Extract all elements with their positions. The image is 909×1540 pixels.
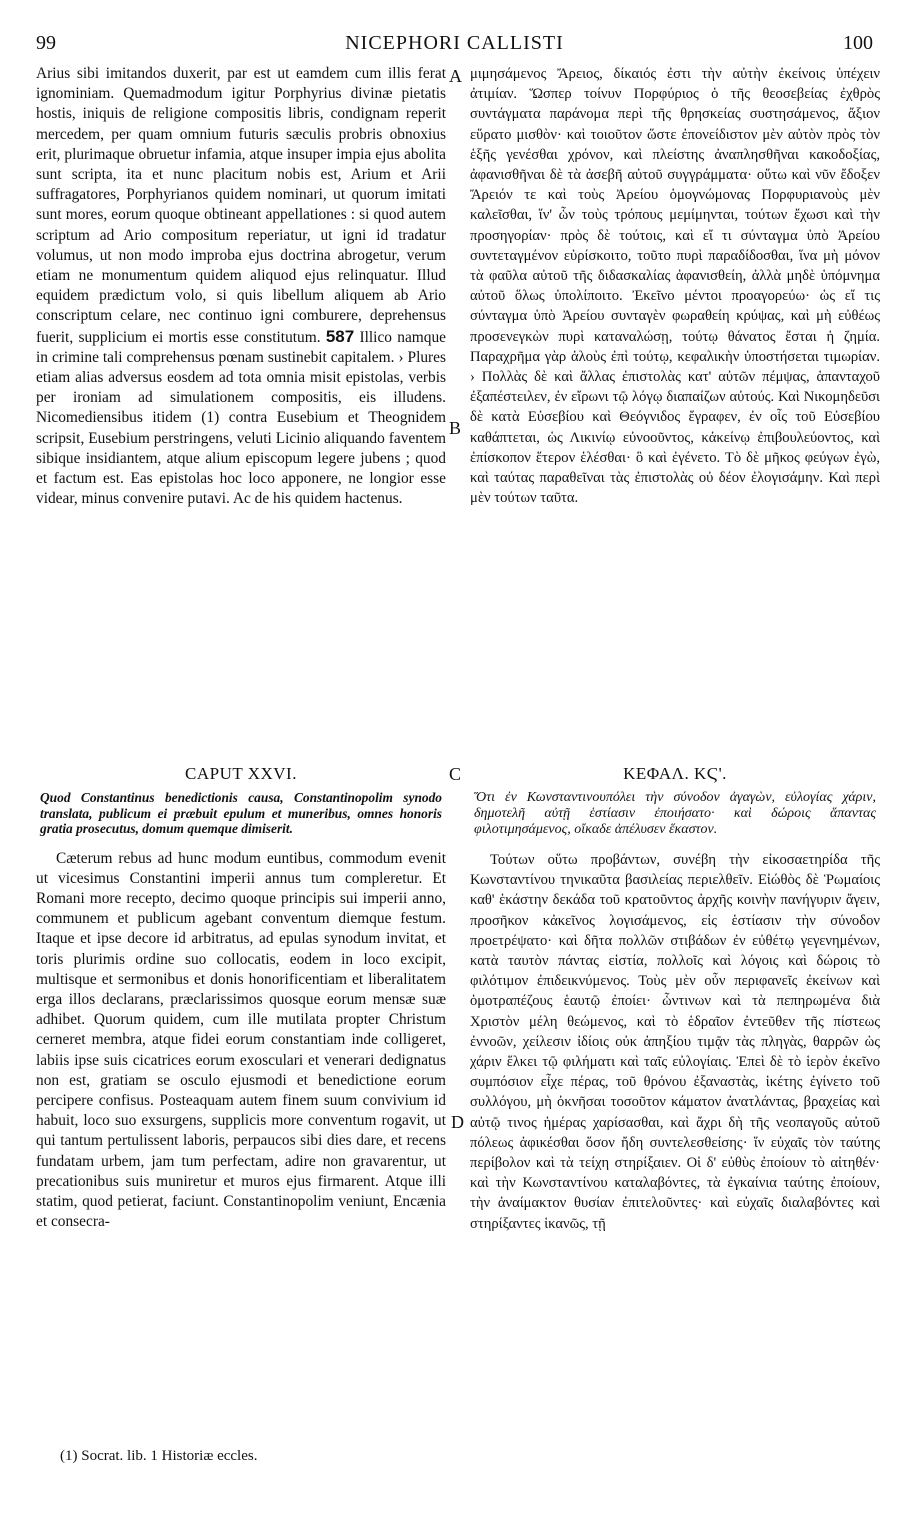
latin-text-1-cont: Illico namque in crimine tali comprehensus pœnam sustinebit capitalem. › Plures etiam alias adversus eosdem ad tota omnia misit epistolas, verbis per ironiam ad simulationem compositis, eis illudens. Nicomediensibus itidem (1) contra Eusebium et Theognidem scripsit, Eusebium perstringens, veluti Licinio aliquando faventem sibique insidiantem, atque alium episcopum legere jubens ; quod et factum est. Eas epistolas hoc loco apponere, ne longior esse videar, minus convenire putavi. Ac de his quidem hactenus. xyxy=(36,328,446,508)
right-page-number: 100 xyxy=(843,32,873,54)
greek-column-upper xyxy=(470,64,880,508)
running-title: NICEPHORI CALLISTI xyxy=(345,32,564,54)
left-page-number: 99 xyxy=(36,32,56,54)
latin-chapter-summary: Quod Constantinus benedictionis causa, Constantinopolim synodo translata, publicum ei præbuit epulum et muneribus, omnes honoris gratia prosecutus, domum quemque dimiserit. xyxy=(40,790,442,836)
greek-paragraph: μιμησάμενος Ἄρειος, δίκαιός ἐστι τὴν αὐτὴν ἐκείνοις ὑπέχειν ἀτιμίαν. Ὥσπερ τοίνυν Πορφύριος ὁ τῆς θεοσεβείας ἐχθρὸς συντάγματα παράνομα περὶ τῆς θρησκείας συστησάμενος, ἄξιον εὕρατο μισθὸν· καὶ τοιοῦτον ὥστε ἐπονείδιστον μὲν αὐτὸν πρὸς τὸν ἑξῆς γενέσθαι χρόνον, καὶ πλείστης ἀναπλησθῆναι κακοδοξίας, ἀφανισθῆναι δὲ τὰ ἀσεβῆ αὐτοῦ συγγράμματα· οὕτω καὶ νῦν ἔδοξεν Ἄρειόν τε καὶ τοὺς Ἀρείου ὁμογνώμονας Πορφυριανοὺς μὲν καλεῖσθαι, ἵν' ὧν τοὺς τρόπους μεμίμηνται, τούτων ἔχωσι καὶ τὴν προσηγορίαν· πρὸς δὲ τούτοις, καὶ εἴ τι σύνταγμα ὑπὸ Ἀρείου συντεταγμένον εὑρίσκοιτο, τοῦτο πυρὶ παραδίδοσθαι, ἵνα μὴ μόνον τὰ φαῦλα αὐτοῦ τῆς διδασκαλίας ἀφανισθείη, ἀλλὰ μηδὲ ὑπόμνημα αὐτοῦ ὅλως ὑπολίποιτο. Ἐκεῖνο μέντοι προαγορεύω· ὡς εἴ τις σύνταγμα ὑπὸ Ἀρείου συνταγὲν φωραθείη κρύψας, καὶ μὴ εὐθέως προσενεγκὼν πυρὶ καταναλώσῃ, τούτῳ θάνατος ἔσται ἡ ζημία. Παραχρῆμα γὰρ ἁλοὺς ἐπὶ τούτῳ, κεφαλικὴν ὑποστήσεται τιμωρίαν. › Πολλὰς δὲ καὶ ἄλλας ἐπιστολὰς κατ' αὐτῶν πέμψας, ἁπανταχοῦ ἐξαπέστειλεν, ἐν εἴρωνι τῷ λόγῳ διαπαίζων αὐτούς. Καὶ Νικομηδεῦσι δὲ κατὰ Εὐσεβίου καὶ Θεόγνιδος ἔγραφεν, ἐν οἷς τοῦ Εὐσεβίου καθάπτεται, ὡς Λικινίῳ εὐνοοῦντος, κἀκείνῳ ἐπιβουλεύοντος, καὶ ἐπίσκοπον ἕτερον ἑλέσθαι· ὃ καὶ ἐγένετο. Τὸ δὲ μῆκος φεύγων ἐγὼ, καὶ ταύτας παραθεῖναι τὰς ἐπιστολὰς οὐ δέον ἐλογισάμην. Καὶ περὶ μὲν τούτων ταῦτα. xyxy=(470,66,880,507)
greek-chapter-heading: ΚΕΦΑΛ. ΚϚ'. xyxy=(623,764,727,783)
page-header xyxy=(36,32,873,56)
margin-marker-d: D xyxy=(451,1112,464,1132)
latin-column-upper xyxy=(36,64,446,509)
latin-paragraph-2: Cæterum rebus ad hunc modum euntibus, commodum evenit ut vicesimus Constantini imperii annus tum compleretur. Et Romani more recepto, decimo quoque principis sui imperii anno, communem et publicum agebant conventum diemque festum. Itaque et ipse decore id arbitratus, ad epulas synodum invitat, et toris plurimis ordine suo collocatis, eodem in loco excipit, multisque et sermonibus et donis honorificentiam et liberalitatem erga illos declarans, præclarissimos quosque eorum mensæ suæ adhibet. Quorum quidem, cum ille mutilata propter Christum cerneret membra, atque fidei eorum constantiam inde colligeret, labiis ipse suis cicatrices eorum exosculari et venerari dedignatus non est, gratiam se osculo ejusmodi et benedictione eorum percipere confisus. Posteaquam autem finem suum convivium id habuit, loco suo exsurgens, supplicis more conventum rogavit, ut qui tantum pertulissent laboris, perpaucos sibi dies dare, et recens fundatam urbem, jam tum perfectam, adire non gravarentur, ut precationibus suis muniretur et muros ejus firmarent. Atque illi statim, quod petierat, faciunt. Constantinopolim veniunt, Encænia et consecra- xyxy=(36,849,446,1231)
margin-marker-a: A xyxy=(449,66,462,86)
page-reference: 587 xyxy=(325,326,355,346)
margin-marker-b: B xyxy=(449,418,462,438)
latin-paragraph xyxy=(36,64,446,509)
latin-column-lower xyxy=(36,764,446,1232)
latin-chapter-heading: CAPUT XXVI. xyxy=(185,764,297,783)
latin-text-1: Arius sibi imitandos duxerit, par est ut eamdem cum illis ferat ignominiam. Quemadmodum igitur Porphyrius divinæ pietatis hostis, iniquis de religione compositis libris, condignam reperit mercedem, per quam omnium futuris sæculis probris obnoxius erit, plurimaque obruetur infamia, atque insuper impia ejus abolita sunt scripta, ita et nunc placitum nobis est, Arium et Arii suffragatores, Porphyrianos quidem nominari, ut quorum imitati sunt mores, eorum quoque obtineant appellationes : si quod autem scriptum ad Ario compositum reperiatur, ut igni id tradatur volumus, ut non modo improba ejus doctrina abrogetur, verum etiam ne monumentum quidem aliquod ejus relinquatur. Illud equidem prædictum volo, si quis libellum aliquem ab Ario conscriptum celare, nec continuo igni comburere, deprehensus fuerit, supplicium ei mortis esse constitutum. xyxy=(36,65,446,346)
footnote: (1) Socrat. lib. 1 Historiæ eccles. xyxy=(60,1448,258,1464)
margin-marker-c: C xyxy=(449,764,462,784)
greek-chapter-summary: Ὅτι ἐν Κωνσταντινουπόλει τὴν σύνοδον ἀγαγὼν, εὐλογίας χάριν, δημοτελῆ αὐτῇ ἑστίασιν ἐποιήσατο· καὶ δώροις ἅπαντας φιλοτιμησάμενος, οἴκαδε ἀπέλυσεν ἕκαστον. xyxy=(474,790,876,837)
greek-column-lower xyxy=(470,764,880,1234)
greek-paragraph-2: Τούτων οὕτω προβάντων, συνέβη τὴν εἰκοσαετηρίδα τῆς Κωνσταντίνου τηνικαῦτα βασιλείας περιελθεῖν. Εἰώθὸς δὲ Ῥωμαίοις καθ' ἑκάστην δεκάδα τοῦ κρατοῦντος ἀρχῆς κοινὴν πανήγυριν ἄγειν, προσῆκον κἀκεῖνος λογισάμενος, εἰς ἑστίασιν τὴν σύνοδον προετρέψατο· καὶ δῆτα πολλῶν στιβάδων ἐν εὐθέτῳ γεγενημένων, κατὰ ταυτὸν πάντας εἱστία, πολλοῖς καὶ λόγοις καὶ δώροις τὸ φιλότιμον ἐπιδεικνύμενος. Τοὺς μὲν οὖν περιφανεῖς ἐκείνων καὶ ὁμοτραπέζους ἑαυτῷ ἐποίει· ὧντινων καὶ τὰ πεπηρωμένα διὰ Χριστὸν μέλη θεώμενος, καὶ τὸ ἑδραῖον ἐντεῦθεν τῆς πίστεως ἐννοῶν, χείλεσιν ἰδίοις οὐκ ἀπηξίου τιμᾷν τὰς πληγὰς, θαρρῶν ὡς χάριν ἕλκει τῷ φιλήματι καὶ ταῖς εὐλογίαις. Ἐπεὶ δὲ τὸ ἱερὸν ἐκεῖνο συμπόσιον εἶχε πέρας, τοῦ θρόνου ἐξαναστὰς, ἱκέτης ἐγίνετο τοῦ συλλόγου, μὴ ὀκνῆσαι τοσοῦτον κάματον ἀνατλάντας, βραχείας καὶ αὐτῷ τινος ἡμέρας χαρίσασθαι, καὶ ἄχρι δὴ τῆς νεοπαγοῦς αὐτοῦ πόλεως ἀφικέσθαι ὅσον ἤδη συντελεσθείσης· ἵν εὐχαῖς τὸν ταύτης περίβολον καὶ τὰ τείχη στηρίξαιεν. Οἱ δ' εὐθὺς ἐποίουν τὸ αἰτηθέν· καὶ τὴν Κωνσταντίνου καταλαβόντες, τὰ ἐγκαίνια ταύτης ἐποίουν, τὴν ἀναίμακτον θυσίαν ἐπιτελοῦντες· καὶ εὐχαῖς διαλαβόντες καὶ στηρίξαντες ἱκανῶς, τῇ xyxy=(470,852,880,1232)
